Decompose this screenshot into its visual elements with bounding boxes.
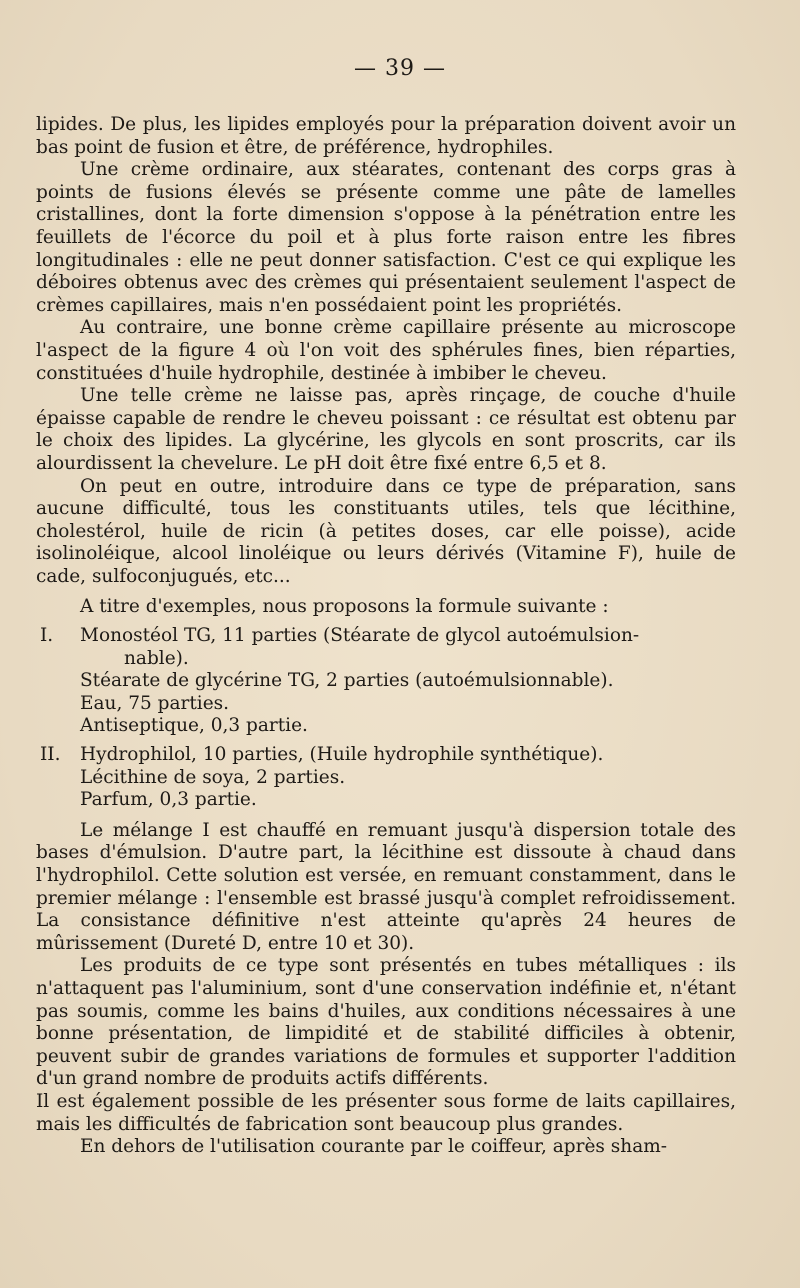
paragraph: On peut en outre, introduire dans ce type de préparation, sans aucune difficulté, tous les constituants utiles, tels que lécithine, cholestérol, huile de ricin (à petites doses, car elle poisse), acide isolinoléique, alcool linoléique ou leurs dérivés (Vitamine F), huile de cade, sulfoconjugués, etc...	[36, 475, 736, 587]
page-number: — 39 —	[354, 56, 446, 81]
formula-line: Monostéol TG, 11 parties (Stéarate de glycol autoémulsion-	[80, 625, 640, 647]
paragraph: Au contraire, une bonne crème capillaire présente au microscope l'aspect de la figure 4 où l'on voit des sphérules fines, bien réparties, constituées d'huile hydrophile, destinée à imbiber le cheveu.	[36, 317, 736, 384]
formula-numeral: II.	[40, 744, 61, 766]
formula-line: Lécithine de soya, 2 parties.	[80, 766, 346, 788]
body-text	[36, 114, 736, 1159]
formula-group-1	[36, 625, 736, 738]
formula-line: Parfum, 0,3 partie.	[80, 789, 257, 811]
formula-line: Eau, 75 parties.	[80, 692, 230, 714]
formula-line: Antiseptique, 0,3 partie.	[80, 715, 308, 737]
formula-numeral: I.	[40, 625, 54, 647]
paragraph: En dehors de l'utilisation courante par le coiffeur, après sham-	[80, 1136, 668, 1158]
paragraph: lipides. De plus, les lipides employés pour la préparation doivent avoir un bas point de fusion et être, de préférence, hydrophiles.	[36, 114, 736, 158]
formula-list	[36, 625, 736, 812]
paragraph: Une telle crème ne laisse pas, après rinçage, de couche d'huile épaisse capable de rendre le cheveu poissant : ce résultat est obtenu par le choix des lipides. La glycérine, les glycols en sont proscrits, car ils alourdissent la chevelure. Le pH doit être fixé entre 6,5 et 8.	[36, 385, 736, 474]
paragraph: Il est également possible de les présenter sous forme de laits capillaires, mais les difficultés de fabrication sont beaucoup plus grandes.	[36, 1090, 736, 1135]
formula-intro: A titre d'exemples, nous proposons la formule suivante :	[80, 596, 609, 618]
formula-group-2	[36, 744, 736, 812]
paragraph: Les produits de ce type sont présentés en tubes métalliques : ils n'attaquent pas l'aluminium, sont d'une conservation indéfinie et, n'étant pas soumis, comme les bains d'huiles, aux conditions nécessaires à une bonne présentation, de limpidité et de stabilité difficiles à obtenir, peuvent subir de grandes variations de formules et supporter l'addition d'un grand nombre de produits actifs différents.	[36, 955, 736, 1090]
formula-line: Stéarate de glycérine TG, 2 parties (autoémulsionnable).	[80, 670, 614, 692]
paragraph: Une crème ordinaire, aux stéarates, contenant des corps gras à points de fusions élevés se présente comme une pâte de lamelles cristallines, dont la forte dimension s'oppose à la pénétration entre les feuillets de l'écorce du poil et à plus forte raison entre les fibres longitudinales : elle ne peut donner satisfaction. C'est ce qui explique les déboires obtenus avec des crèmes qui présentaient seulement l'aspect de crèmes capillaires, mais n'en possédaient point les propriétés.	[36, 159, 736, 316]
formula-line: nable).	[124, 647, 189, 669]
paragraph: Le mélange I est chauffé en remuant jusqu'à dispersion totale des bases d'émulsion. D'autre part, la lécithine est dissoute à chaud dans l'hydrophilol. Cette solution est versée, en remuant constamment, dans le premier mélange : l'ensemble est brassé jusqu'à complet refroidissement. La consistance définitive n'est atteinte qu'après 24 heures de mûrissement (Dureté D, entre 10 et 30).	[36, 819, 736, 954]
formula-line: Hydrophilol, 10 parties, (Huile hydrophile synthétique).	[80, 744, 604, 766]
